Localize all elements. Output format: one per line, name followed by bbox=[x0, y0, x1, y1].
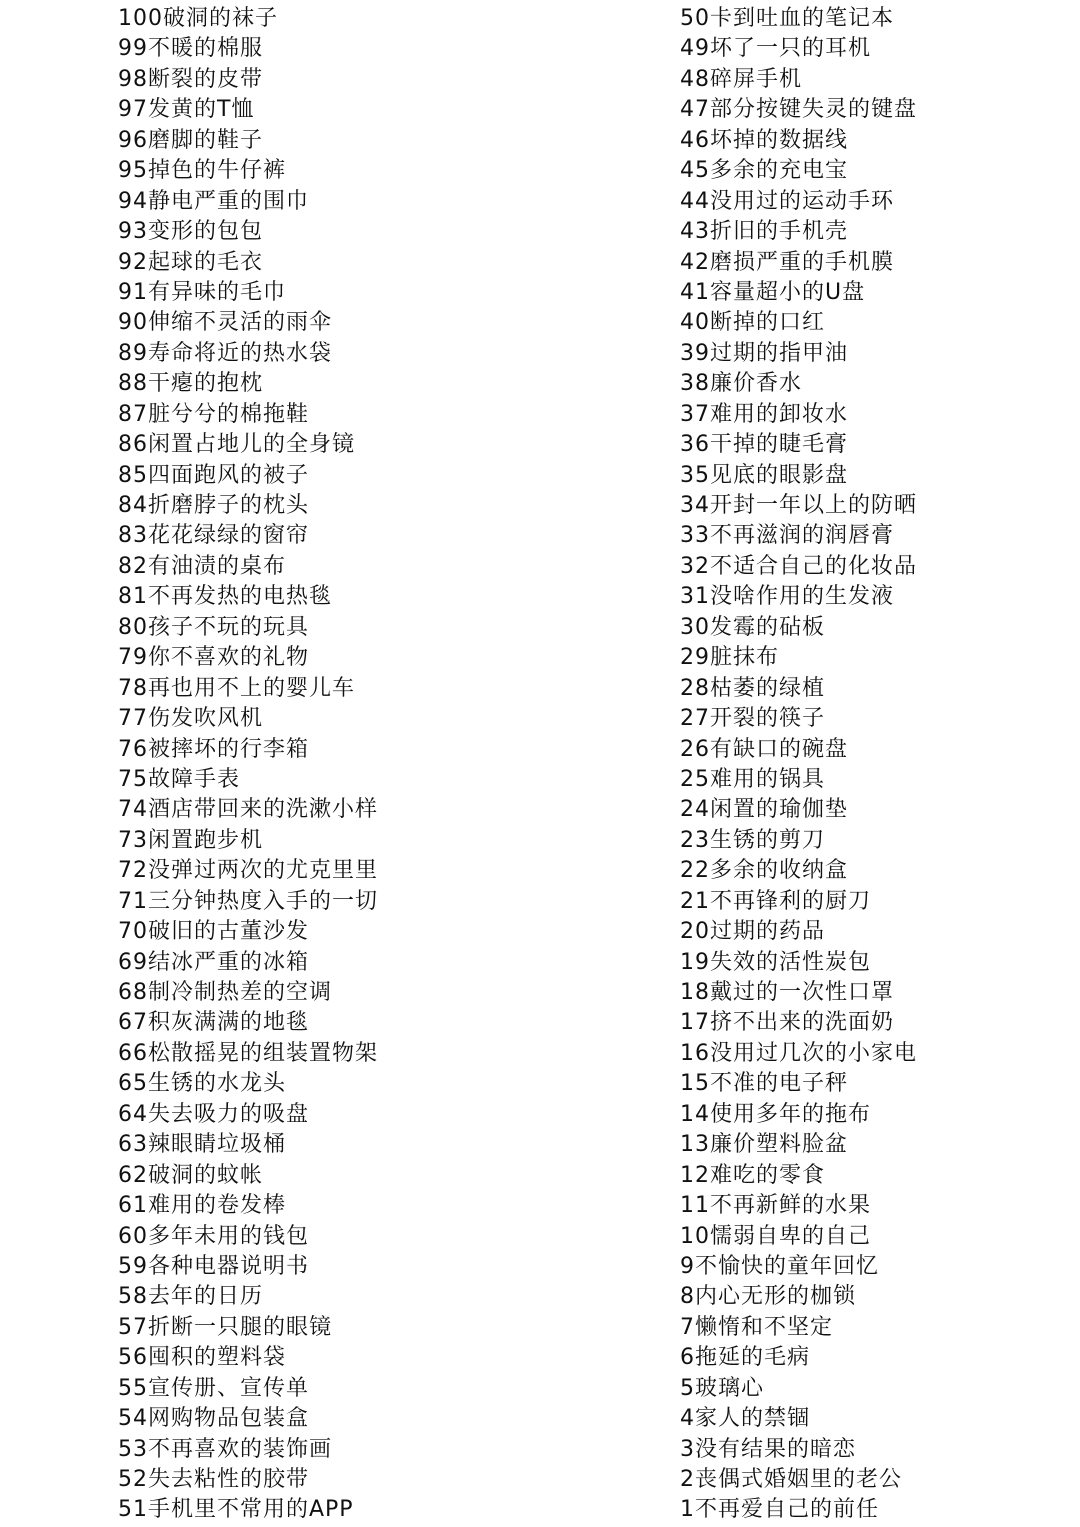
list-item: 52失去粘性的胶带 bbox=[118, 1467, 309, 1492]
list-item: 69结冰严重的冰箱 bbox=[118, 949, 309, 975]
list-item: 68制冷制热差的空调 bbox=[118, 980, 332, 1005]
list-item: 19失效的活性炭包 bbox=[680, 949, 871, 975]
list-item: 57折断一只腿的眼镜 bbox=[118, 1314, 332, 1340]
list-item: 93变形的包包 bbox=[118, 219, 263, 245]
list-item: 20过期的药品 bbox=[680, 919, 825, 945]
list-item: 91有异味的毛巾 bbox=[118, 279, 286, 305]
list-item: 14使用多年的拖布 bbox=[680, 1101, 871, 1127]
list-item: 22多余的收纳盒 bbox=[680, 858, 848, 884]
list-item: 23生锈的剪刀 bbox=[680, 827, 825, 853]
list-item: 37难用的卸妆水 bbox=[680, 401, 848, 427]
list-item: 59各种电器说明书 bbox=[118, 1253, 309, 1279]
list-item: 75故障手表 bbox=[118, 766, 240, 792]
list-item: 89寿命将近的热水袋 bbox=[118, 340, 332, 366]
list-item: 85四面跑风的被子 bbox=[118, 462, 309, 488]
list-item: 79你不喜欢的礼物 bbox=[118, 645, 309, 671]
list-item: 44没用过的运动手环 bbox=[680, 188, 894, 214]
list-item: 25难用的锅具 bbox=[680, 766, 825, 792]
list-item: 9不愉快的童年回忆 bbox=[680, 1253, 879, 1279]
list-column-right bbox=[680, 4, 1070, 1526]
list-item: 41容量超小的U盘 bbox=[680, 279, 866, 305]
list-item: 30发霉的砧板 bbox=[680, 614, 825, 640]
list-item: 43折旧的手机壳 bbox=[680, 219, 848, 245]
list-item: 18戴过的一次性口罩 bbox=[680, 980, 894, 1005]
list-item: 66松散摇晃的组装置物架 bbox=[118, 1040, 378, 1066]
list-item: 73闲置跑步机 bbox=[118, 827, 263, 853]
list-item: 6拖延的毛病 bbox=[680, 1345, 810, 1371]
list-item: 32不适合自己的化妆品 bbox=[680, 553, 917, 579]
list-item: 74酒店带回来的洗漱小样 bbox=[118, 797, 378, 823]
list-item: 80孩子不玩的玩具 bbox=[118, 614, 309, 640]
list-item: 88干瘪的抱枕 bbox=[118, 371, 263, 397]
list-item: 17挤不出来的洗面奶 bbox=[680, 1010, 894, 1036]
list-item: 38廉价香水 bbox=[680, 371, 802, 397]
list-item: 62破洞的蚊帐 bbox=[118, 1162, 263, 1188]
list-item: 58去年的日历 bbox=[118, 1284, 263, 1310]
list-item: 31没啥作用的生发液 bbox=[680, 584, 894, 610]
list-item: 11不再新鲜的水果 bbox=[680, 1193, 871, 1219]
list-item: 24闲置的瑜伽垫 bbox=[680, 797, 848, 823]
list-item: 27开裂的筷子 bbox=[680, 706, 825, 732]
list-item: 82有油渍的桌布 bbox=[118, 553, 286, 579]
list-item: 29脏抹布 bbox=[680, 645, 779, 671]
list-item: 47部分按键失灵的键盘 bbox=[680, 97, 917, 123]
list-item: 76被摔坏的行李箱 bbox=[118, 736, 309, 762]
list-item: 95掉色的牛仔裤 bbox=[118, 158, 286, 184]
list-item: 2丧偶式婚姻里的老公 bbox=[680, 1467, 902, 1492]
list-item: 12难吃的零食 bbox=[680, 1162, 825, 1188]
list-item: 71三分钟热度入手的一切 bbox=[118, 888, 378, 914]
list-item: 46坏掉的数据线 bbox=[680, 127, 848, 153]
list-item: 21不再锋利的厨刀 bbox=[680, 888, 871, 914]
list-item: 4家人的禁锢 bbox=[680, 1406, 810, 1432]
list-item: 5玻璃心 bbox=[680, 1375, 764, 1401]
list-item: 45多余的充电宝 bbox=[680, 158, 848, 184]
list-item: 35见底的眼影盘 bbox=[680, 462, 848, 488]
list-item: 15不准的电子秤 bbox=[680, 1071, 848, 1097]
list-item: 87脏兮兮的棉拖鞋 bbox=[118, 401, 309, 427]
list-item: 83花花绿绿的窗帘 bbox=[118, 523, 309, 549]
list-item: 56囤积的塑料袋 bbox=[118, 1345, 286, 1371]
list-column-left bbox=[118, 4, 638, 1526]
list-item: 50卡到吐血的笔记本 bbox=[680, 6, 894, 31]
list-item: 13廉价塑料脸盆 bbox=[680, 1132, 848, 1158]
list-item: 67积灰满满的地毯 bbox=[118, 1010, 309, 1036]
list-item: 28枯萎的绿植 bbox=[680, 675, 825, 701]
list-item: 16没用过几次的小家电 bbox=[680, 1040, 917, 1066]
list-item: 8内心无形的枷锁 bbox=[680, 1284, 856, 1310]
list-item: 81不再发热的电热毯 bbox=[118, 584, 332, 610]
list-item: 39过期的指甲油 bbox=[680, 340, 848, 366]
list-item: 65生锈的水龙头 bbox=[118, 1071, 286, 1097]
list-item: 100破洞的袜子 bbox=[118, 6, 278, 31]
list-item: 61难用的卷发棒 bbox=[118, 1193, 286, 1219]
list-item: 51手机里不常用的APP bbox=[118, 1497, 354, 1523]
list-item: 55宣传册、宣传单 bbox=[118, 1375, 309, 1401]
list-item: 90伸缩不灵活的雨伞 bbox=[118, 310, 332, 336]
list-item: 78再也用不上的婴儿车 bbox=[118, 675, 355, 701]
list-item: 36干掉的睫毛膏 bbox=[680, 432, 848, 458]
list-item: 86闲置占地儿的全身镜 bbox=[118, 432, 355, 458]
list-item: 53不再喜欢的装饰画 bbox=[118, 1436, 332, 1462]
list-item: 33不再滋润的润唇膏 bbox=[680, 523, 894, 549]
list-item: 49坏了一只的耳机 bbox=[680, 36, 871, 62]
list-item: 7懒惰和不坚定 bbox=[680, 1314, 833, 1340]
list-item: 3没有结果的暗恋 bbox=[680, 1436, 856, 1462]
list-item: 70破旧的古董沙发 bbox=[118, 919, 309, 945]
list-item: 97发黄的T恤 bbox=[118, 97, 255, 123]
list-item: 10懦弱自卑的自己 bbox=[680, 1223, 871, 1249]
list-item: 60多年未用的钱包 bbox=[118, 1223, 309, 1249]
list-item: 42磨损严重的手机膜 bbox=[680, 249, 894, 275]
list-item: 26有缺口的碗盘 bbox=[680, 736, 848, 762]
list-item: 98断裂的皮带 bbox=[118, 66, 263, 92]
list-item: 96磨脚的鞋子 bbox=[118, 127, 263, 153]
list-item: 77伤发吹风机 bbox=[118, 706, 263, 732]
list-item: 94静电严重的围巾 bbox=[118, 188, 309, 214]
list-item: 1不再爱自己的前任 bbox=[680, 1497, 879, 1523]
list-item: 64失去吸力的吸盘 bbox=[118, 1101, 309, 1127]
list-item: 99不暖的棉服 bbox=[118, 36, 263, 62]
list-item: 63辣眼睛垃圾桶 bbox=[118, 1132, 286, 1158]
list-item: 40断掉的口红 bbox=[680, 310, 825, 336]
list-item: 48碎屏手机 bbox=[680, 66, 802, 92]
list-item: 34开封一年以上的防晒 bbox=[680, 493, 917, 518]
list-item: 84折磨脖子的枕头 bbox=[118, 493, 309, 518]
list-item: 92起球的毛衣 bbox=[118, 249, 263, 275]
list-item: 72没弹过两次的尤克里里 bbox=[118, 858, 378, 884]
list-item: 54网购物品包装盒 bbox=[118, 1406, 309, 1432]
